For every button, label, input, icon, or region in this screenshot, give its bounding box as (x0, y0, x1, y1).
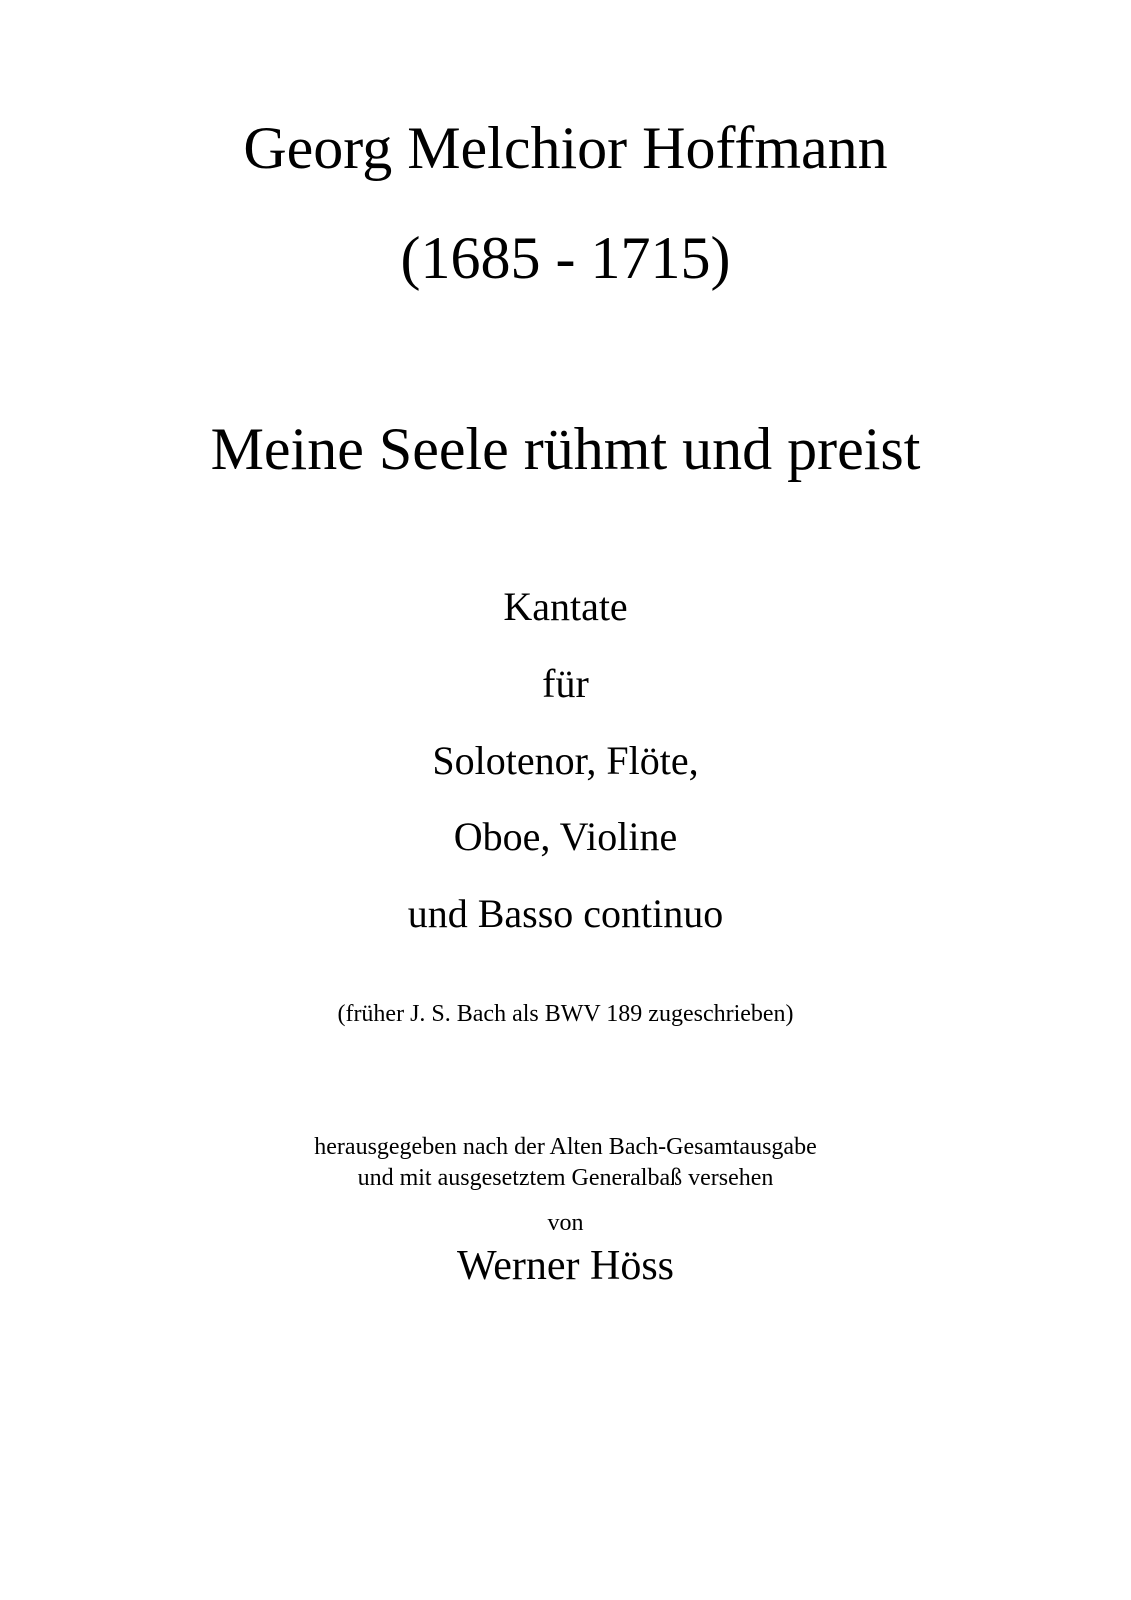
editor-name: Werner Höss (456, 1243, 675, 1289)
work-genre: Kantate (503, 584, 628, 629)
for-label: für (542, 661, 589, 706)
composer-dates: (1685 - 1715) (400, 225, 731, 291)
work-title: Meine Seele rühmt und preist (210, 416, 921, 482)
instrumentation-line: Oboe, Violine (453, 814, 678, 859)
instrumentation-line: Solotenor, Flöte, (432, 738, 699, 783)
by-label: von (547, 1210, 584, 1236)
instrumentation-line: und Basso continuo (407, 891, 724, 936)
edition-note-line: und mit ausgesetztem Generalbaß versehen (357, 1165, 774, 1191)
edition-note-line: herausgegeben nach der Alten Bach-Gesamtausgabe (314, 1134, 817, 1160)
composer-name: Georg Melchior Hoffmann (243, 115, 888, 181)
attribution-note: (früher J. S. Bach als BWV 189 zugeschrieben) (337, 1001, 794, 1027)
